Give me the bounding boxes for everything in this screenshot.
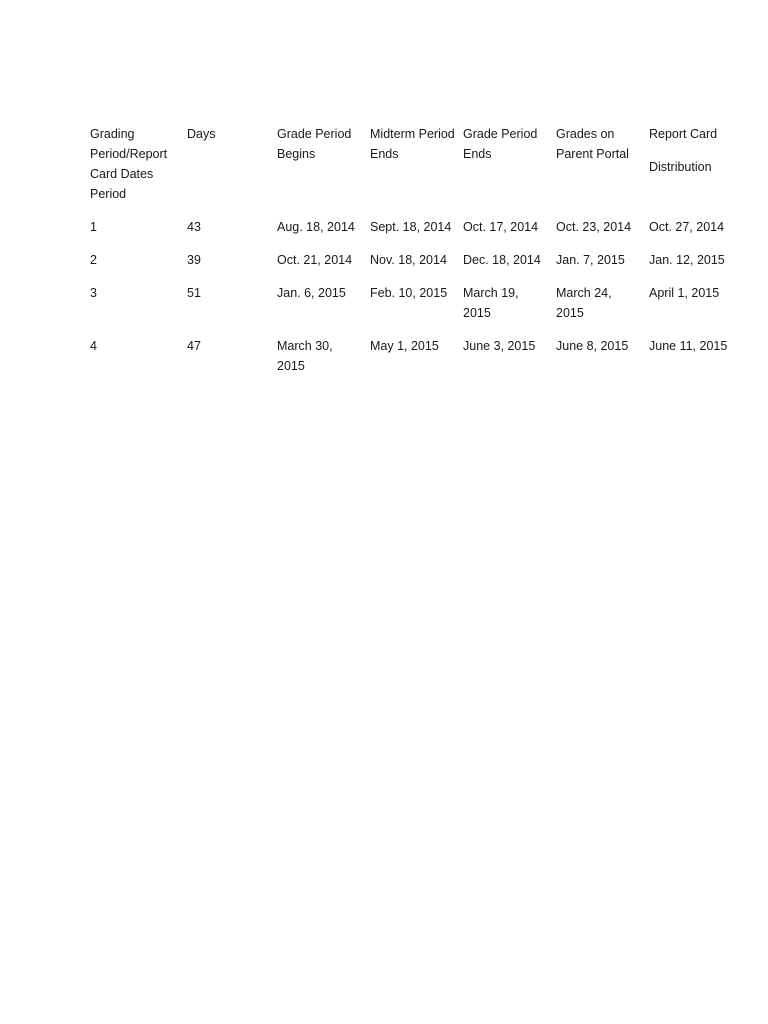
header-grades-on-parent-portal: Grades on Parent Portal bbox=[556, 127, 629, 161]
cell-days: 47 bbox=[187, 339, 201, 353]
table-row bbox=[87, 283, 743, 336]
cell-begins: Aug. 18, 2014 bbox=[277, 220, 355, 234]
cell-begins: Oct. 21, 2014 bbox=[277, 253, 353, 267]
header-report-card-distribution bbox=[646, 124, 743, 217]
table-row bbox=[87, 336, 743, 389]
table-header-row bbox=[87, 124, 743, 217]
table-row bbox=[87, 250, 743, 283]
grading-period-table bbox=[87, 124, 743, 389]
cell-midterm: Feb. 10, 2015 bbox=[370, 286, 448, 300]
header-report-card: Report Card bbox=[649, 127, 718, 141]
cell-portal: March 24, 2015 bbox=[556, 286, 612, 320]
cell-days: 39 bbox=[187, 253, 201, 267]
cell-begins: March 30, 2015 bbox=[277, 339, 333, 373]
header-days: Days bbox=[187, 127, 216, 141]
header-grade-period-ends: Grade Period Ends bbox=[463, 127, 538, 161]
table-row bbox=[87, 217, 743, 250]
cell-days: 51 bbox=[187, 286, 201, 300]
cell-distribution: Oct. 27, 2014 bbox=[649, 220, 725, 234]
cell-distribution: April 1, 2015 bbox=[649, 286, 720, 300]
cell-ends: Dec. 18, 2014 bbox=[463, 253, 541, 267]
header-grading-period: Grading Period/Report Card Dates Period bbox=[90, 127, 168, 201]
cell-midterm: Sept. 18, 2014 bbox=[370, 220, 452, 234]
cell-distribution: Jan. 12, 2015 bbox=[649, 253, 725, 267]
cell-portal: June 8, 2015 bbox=[556, 339, 629, 353]
cell-distribution: June 11, 2015 bbox=[649, 339, 728, 353]
cell-period: 4 bbox=[90, 339, 97, 353]
cell-period: 3 bbox=[90, 286, 97, 300]
cell-portal: Jan. 7, 2015 bbox=[556, 253, 625, 267]
cell-midterm: May 1, 2015 bbox=[370, 339, 439, 353]
cell-period: 2 bbox=[90, 253, 97, 267]
cell-days: 43 bbox=[187, 220, 201, 234]
cell-ends: Oct. 17, 2014 bbox=[463, 220, 539, 234]
header-distribution: Distribution bbox=[649, 160, 712, 174]
cell-period: 1 bbox=[90, 220, 97, 234]
cell-ends: June 3, 2015 bbox=[463, 339, 536, 353]
cell-ends: March 19, 2015 bbox=[463, 286, 519, 320]
header-grade-period-begins: Grade Period Begins bbox=[277, 127, 352, 161]
header-midterm-period-ends: Midterm Period Ends bbox=[370, 127, 455, 161]
cell-portal: Oct. 23, 2014 bbox=[556, 220, 632, 234]
cell-midterm: Nov. 18, 2014 bbox=[370, 253, 447, 267]
cell-begins: Jan. 6, 2015 bbox=[277, 286, 346, 300]
